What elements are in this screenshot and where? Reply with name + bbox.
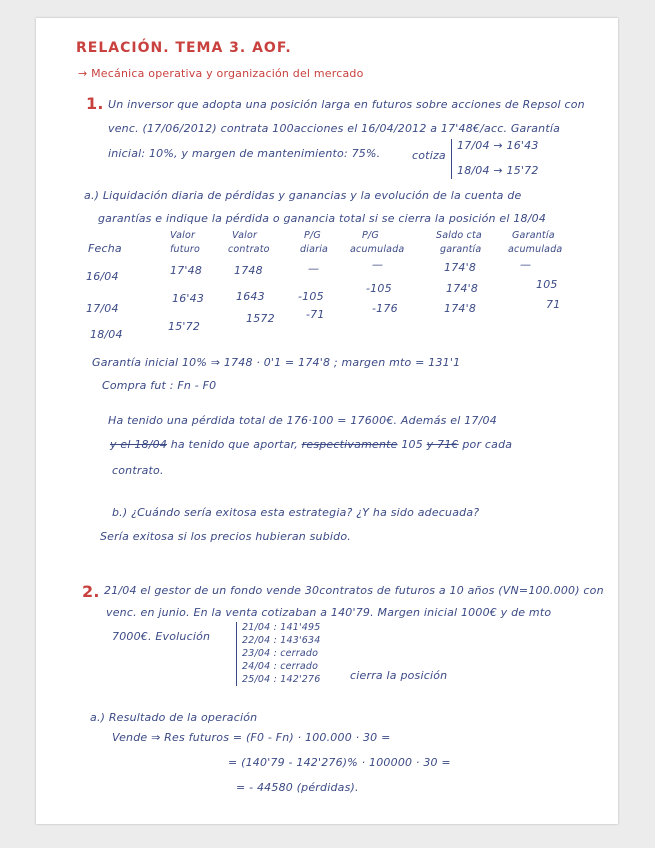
header-valor-futuro-1: Valor (170, 230, 196, 241)
header-fecha: Fecha (88, 242, 122, 255)
ex2-evolution-2: 22/04 : 143'634 (242, 635, 321, 646)
ex1-part-a-line2: garantías e indique la pérdida o ganancia total si se cierra la posición el 18/04 (98, 212, 547, 225)
conclusion-mid: ha tenido que aportar, (170, 438, 298, 451)
row1-valor-futuro: 17'48 (170, 264, 203, 277)
header-saldo-1: Saldo cta (436, 230, 482, 241)
section-subtitle: → Mecánica operativa y organización del mercado (78, 67, 364, 80)
conclusion-tail: por cada (462, 438, 513, 451)
header-valor-contrato-1: Valor (232, 230, 258, 241)
document-page (36, 18, 618, 824)
row2-valor-futuro: 16'43 (172, 292, 205, 305)
header-garantia-2: acumulada (508, 244, 563, 255)
row3-fecha: 18/04 (90, 328, 123, 341)
ex1-cotiza-label: cotiza (412, 149, 446, 162)
strikeout-3: y 71€ (426, 438, 459, 451)
row2-garantia-acumulada: 105 (536, 278, 558, 291)
ex2-part-a-line3: = (140'79 - 142'276)% · 100000 · 30 = (228, 756, 451, 769)
row1-garantia-acumulada: — (520, 258, 532, 271)
ex2-statement-line3: 7000€. Evolución (112, 630, 211, 643)
row1-fecha: 16/04 (86, 270, 119, 283)
conclusion-amount: 105 (401, 438, 423, 451)
exercise-2-number: 2. (82, 582, 100, 601)
row1-saldo-garantia: 174'8 (444, 261, 477, 274)
ex1-garantia-inicial: Garantía inicial 10% ⇒ 1748 · 0'1 = 174'8 ; margen mto = 131'1 (92, 356, 461, 369)
ex2-cierra-posicion: cierra la posición (350, 669, 448, 682)
row3-garantia-acumulada: 71 (546, 298, 561, 311)
ex1-part-b-answer: Sería exitosa si los precios hubieran subido. (100, 530, 351, 543)
ex1-quote-brace (451, 139, 452, 179)
strikeout-1: y el 18/04 (110, 438, 168, 451)
ex1-part-b-question: b.) ¿Cuándo sería exitosa esta estrategia? ¿Y ha sido adecuada? (112, 506, 480, 519)
strikeout-2: respectivamente (301, 438, 398, 451)
row3-valor-contrato: 1572 (246, 312, 275, 325)
header-garantia-1: Garantía (512, 230, 555, 241)
ex2-evolution-brace (236, 622, 237, 686)
ex2-statement-line2: venc. en junio. En la venta cotizaban a 140'79. Margen inicial 1000€ y de mto (106, 606, 552, 619)
ex1-quote-1: 17/04 → 16'43 (457, 139, 539, 152)
row3-pg-diaria: -71 (306, 308, 325, 321)
ex1-quote-2: 18/04 → 15'72 (457, 164, 539, 177)
ex1-part-a-line1: a.) Liquidación diaria de pérdidas y ganancias y la evolución de la cuenta de (84, 189, 522, 202)
ex2-part-a-line1: a.) Resultado de la operación (90, 711, 258, 724)
row1-pg-acumulada: — (372, 258, 384, 271)
header-valor-contrato-2: contrato (228, 244, 270, 255)
row3-saldo-garantia: 174'8 (444, 302, 477, 315)
ex1-compra-futuro: Compra fut : Fn - F0 (102, 379, 217, 392)
header-pga-2: acumulada (350, 244, 405, 255)
exercise-1-number: 1. (86, 94, 104, 113)
row1-valor-contrato: 1748 (234, 264, 263, 277)
ex2-part-a-line4: = - 44580 (pérdidas). (236, 781, 359, 794)
header-valor-futuro-2: futuro (170, 244, 201, 255)
ex2-part-a-line2: Vende ⇒ Res futuros = (F0 - Fn) · 100.000 · 30 = (112, 731, 391, 744)
row2-pg-diaria: -105 (298, 290, 324, 303)
row2-valor-contrato: 1643 (236, 290, 265, 303)
header-pg-2: diaria (300, 244, 329, 255)
ex2-statement-line1: 21/04 el gestor de un fondo vende 30contratos de futuros a 10 años (VN=100.000) con (104, 584, 604, 597)
ex2-evolution-1: 21/04 : 141'495 (242, 622, 321, 633)
header-pg-1: P/G (304, 230, 321, 241)
row3-pg-acumulada: -176 (372, 302, 398, 315)
row2-saldo-garantia: 174'8 (446, 282, 479, 295)
row2-pg-acumulada: -105 (366, 282, 392, 295)
row1-pg-diaria: — (308, 262, 320, 275)
ex1-conclusion-line1: Ha tenido una pérdida total de 176·100 = 17600€. Además el 17/04 (108, 414, 497, 427)
ex1-statement-line3: inicial: 10%, y margen de mantenimiento: 75%. (108, 147, 381, 160)
header-pga-1: P/G (362, 230, 379, 241)
page-title: RELACIÓN. TEMA 3. AOF. (76, 40, 292, 56)
header-saldo-2: garantía (440, 244, 482, 255)
ex1-statement-line2: venc. (17/06/2012) contrata 100acciones el 16/04/2012 a 17'48€/acc. Garantía (108, 122, 561, 135)
ex2-evolution-3: 23/04 : cerrado (242, 648, 319, 659)
ex1-conclusion-line3: contrato. (112, 464, 164, 477)
ex1-conclusion-line2 (110, 438, 512, 451)
ex2-evolution-5: 25/04 : 142'276 (242, 674, 321, 685)
row3-valor-futuro: 15'72 (168, 320, 201, 333)
ex1-statement-line1: Un inversor que adopta una posición larga en futuros sobre acciones de Repsol con (108, 98, 585, 111)
row2-fecha: 17/04 (86, 302, 119, 315)
ex2-evolution-4: 24/04 : cerrado (242, 661, 319, 672)
